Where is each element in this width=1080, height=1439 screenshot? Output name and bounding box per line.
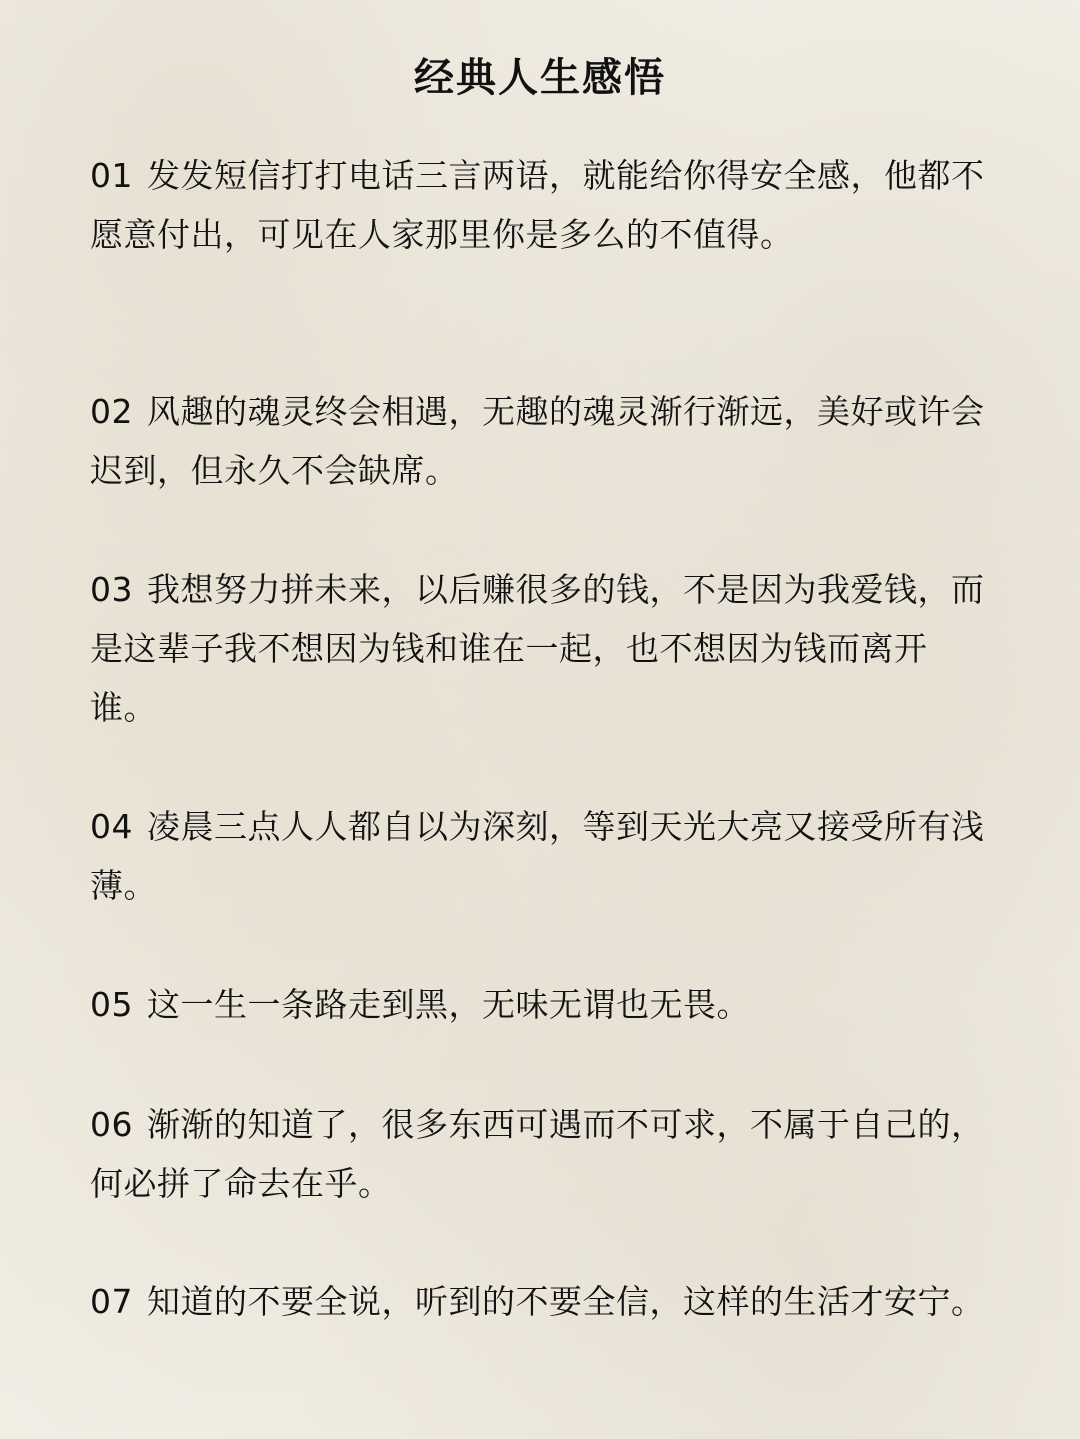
quote-text: 凌晨三点人人都自以为深刻，等到天光大亮又接受所有浅薄。 [90, 807, 985, 905]
quote-item-07 [90, 1272, 990, 1331]
quote-item-02 [90, 382, 990, 500]
quote-text: 这一生一条路走到黑，无味无谓也无畏。 [147, 985, 750, 1024]
quote-item-05 [90, 975, 990, 1034]
quote-number: 04 [90, 807, 133, 846]
quote-number: 05 [90, 985, 133, 1024]
quote-text: 风趣的魂灵终会相遇，无趣的魂灵渐行渐远，美好或许会迟到，但永久不会缺席。 [90, 392, 985, 490]
quote-text: 发发短信打打电话三言两语，就能给你得安全感，他都不愿意付出，可见在人家那里你是多么的不值得。 [90, 156, 985, 254]
quote-text: 知道的不要全说，听到的不要全信，这样的生活才安宁。 [147, 1282, 985, 1321]
quote-number: 07 [90, 1282, 133, 1321]
quote-item-06 [90, 1095, 990, 1213]
quote-item-01 [90, 146, 990, 264]
quote-item-04 [90, 797, 990, 915]
page-title: 经典人生感悟 [414, 54, 666, 101]
quote-number: 06 [90, 1105, 133, 1144]
quote-text: 渐渐的知道了，很多东西可遇而不可求，不属于自己的，何必拼了命去在乎。 [90, 1105, 985, 1203]
quote-text: 我想努力拼未来，以后赚很多的钱，不是因为我爱钱，而是这辈子我不想因为钱和谁在一起，也不想因为钱而离开谁。 [90, 570, 985, 727]
quote-number: 03 [90, 570, 133, 609]
quote-number: 02 [90, 392, 133, 431]
quote-item-03 [90, 560, 990, 737]
quote-number: 01 [90, 156, 133, 195]
